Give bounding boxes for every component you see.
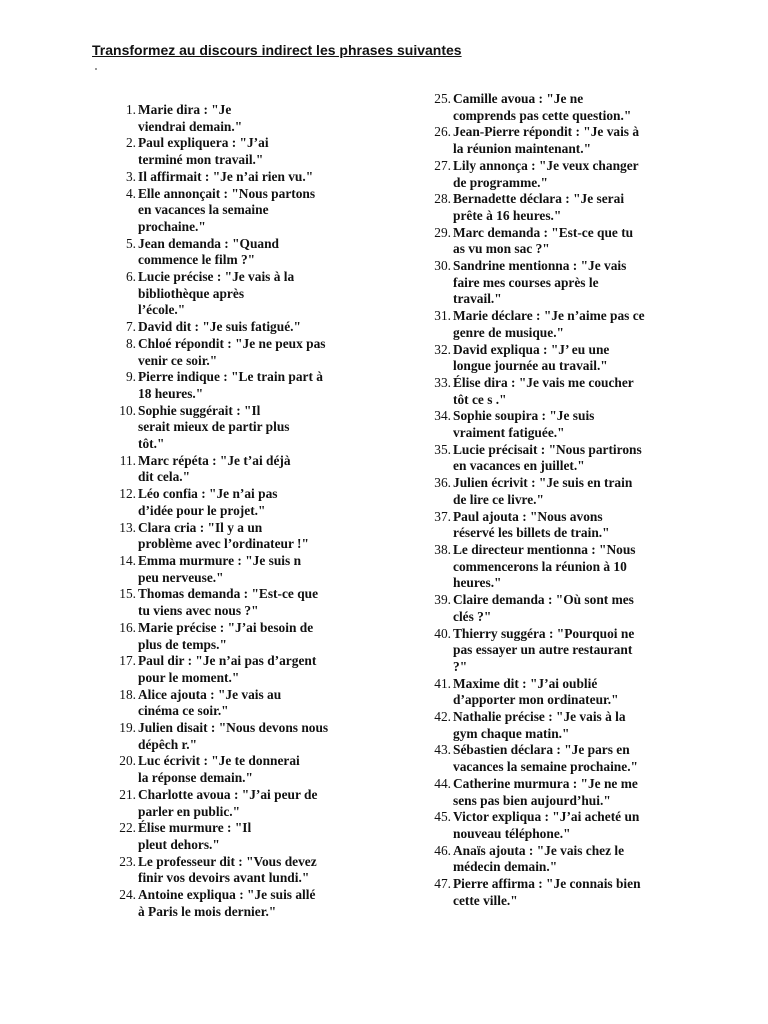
item-text: Marie déclare : "Je n’aime pas ce genre de musique." bbox=[453, 308, 645, 340]
item-text: Luc écrivit : "Je te donnerai la réponse demain." bbox=[138, 753, 300, 786]
item-text: Jean-Pierre répondit : "Je vais à la réunion maintenant." bbox=[453, 124, 640, 157]
item-number: 1. bbox=[125, 102, 136, 117]
item-text: Lucie précise : "Je vais à la bibliothèque après l’école." bbox=[138, 269, 295, 318]
exercise-item bbox=[119, 686, 370, 720]
exercise-item bbox=[434, 408, 685, 441]
item-number: 40. bbox=[434, 625, 451, 641]
item-number: 7. bbox=[125, 319, 136, 335]
item-number: 44. bbox=[434, 775, 451, 791]
item-number: 41. bbox=[434, 675, 451, 691]
item-number: 24. bbox=[119, 887, 136, 903]
exercise-item bbox=[434, 775, 685, 809]
item-number: 37. bbox=[434, 508, 451, 524]
exercise-item bbox=[434, 258, 685, 308]
item-text: Antoine expliqua : "Je suis allé à Paris le mois dernier." bbox=[138, 887, 316, 919]
item-text: Paul ajouta : "Nous avons réservé les billets de train." bbox=[453, 508, 610, 541]
exercise-item bbox=[434, 341, 685, 375]
exercise-item bbox=[119, 820, 370, 853]
exercise-item bbox=[434, 91, 685, 124]
item-text: Lucie précisait : "Nous partirons en vacances en juillet." bbox=[453, 441, 642, 474]
item-text: Victor expliqua : "J’ai acheté un nouveau téléphone." bbox=[453, 809, 640, 841]
item-number: 39. bbox=[434, 592, 451, 608]
item-text: Pierre affirma : "Je connais bien cette ville." bbox=[453, 876, 641, 908]
item-number: 3. bbox=[125, 168, 136, 184]
item-number: 11. bbox=[119, 452, 136, 468]
item-text: Elle annonçait : "Nous partons en vacances la semaine prochaine." bbox=[138, 185, 316, 234]
exercise-item bbox=[119, 653, 370, 686]
item-text: Le directeur mentionna : "Nous commencerons la réunion à 10 heures." bbox=[453, 541, 636, 591]
exercise-item bbox=[125, 135, 370, 168]
item-text: Emma murmure : "Je suis n peu nerveuse." bbox=[138, 552, 302, 585]
exercise-item bbox=[434, 842, 685, 876]
item-text: Thierry suggéra : "Pourquoi ne pas essayer un autre restaurant ?" bbox=[453, 625, 635, 674]
exercise-list-left bbox=[119, 102, 370, 920]
exercise-item bbox=[434, 191, 685, 224]
item-text: Paul dir : "Je n’ai pas d’argent pour le moment." bbox=[138, 653, 317, 685]
item-number: 38. bbox=[434, 541, 451, 557]
exercise-item bbox=[119, 887, 370, 920]
item-number: 29. bbox=[434, 224, 451, 240]
exercise-item bbox=[434, 508, 685, 542]
exercise-item bbox=[125, 102, 370, 135]
exercise-item bbox=[434, 475, 685, 508]
exercise-item bbox=[119, 552, 370, 586]
exercise-item bbox=[434, 625, 685, 676]
item-number: 46. bbox=[434, 842, 451, 858]
exercise-item bbox=[434, 224, 685, 258]
exercise-item bbox=[119, 753, 370, 786]
item-number: 47. bbox=[434, 876, 451, 892]
item-text: Sandrine mentionna : "Je vais faire mes courses après le travail." bbox=[453, 258, 627, 307]
exercise-item bbox=[434, 675, 685, 709]
item-text: David dit : "Je suis fatigué." bbox=[138, 319, 301, 335]
item-text: Léo confia : "Je n’ai pas d’idée pour le projet." bbox=[138, 486, 278, 518]
stray-dot bbox=[95, 68, 97, 70]
item-number: 30. bbox=[434, 258, 451, 274]
exercise-item bbox=[119, 786, 370, 820]
item-text: Sébastien déclara : "Je pars en vacances la semaine prochaine." bbox=[453, 742, 638, 775]
item-number: 10. bbox=[119, 402, 136, 418]
item-text: Camille avoua : "Je ne comprends pas cette question." bbox=[453, 91, 632, 123]
item-number: 36. bbox=[434, 475, 451, 491]
exercise-item bbox=[434, 441, 685, 475]
item-text: Maxime dit : "J’ai oublié d’apporter mon ordinateur." bbox=[453, 675, 619, 708]
item-number: 33. bbox=[434, 374, 451, 390]
item-text: Jean demanda : "Quand commence le film ?" bbox=[138, 235, 280, 268]
item-text: Thomas demanda : "Est-ce que tu viens avec nous ?" bbox=[138, 586, 319, 619]
item-text: Nathalie précise : "Je vais à la gym chaque matin." bbox=[453, 709, 626, 741]
item-text: Marc demanda : "Est-ce que tu as vu mon sac ?" bbox=[453, 224, 634, 257]
item-number: 19. bbox=[119, 720, 136, 736]
exercise-item bbox=[434, 709, 685, 742]
item-number: 31. bbox=[434, 308, 451, 324]
item-text: Paul expliquera : "J’ai terminé mon travail." bbox=[138, 135, 269, 168]
item-text: David expliqua : "J’ eu une longue journée au travail." bbox=[453, 341, 610, 374]
item-text: Il affirmait : "Je n’ai rien vu." bbox=[138, 168, 314, 184]
exercise-item bbox=[119, 402, 370, 453]
item-text: Claire demanda : "Où sont mes clés ?" bbox=[453, 592, 634, 624]
item-number: 34. bbox=[434, 408, 451, 424]
item-text: Clara cria : "Il y a un problème avec l’ordinateur !" bbox=[138, 519, 309, 552]
exercise-item bbox=[125, 319, 370, 336]
item-number: 23. bbox=[119, 853, 136, 869]
exercise-item bbox=[119, 452, 370, 486]
exercise-item bbox=[119, 586, 370, 619]
item-number: 14. bbox=[119, 552, 136, 568]
exercise-item bbox=[119, 619, 370, 653]
item-number: 43. bbox=[434, 742, 451, 758]
exercise-item bbox=[125, 185, 370, 236]
exercise-item bbox=[119, 720, 370, 753]
item-number: 20. bbox=[119, 753, 136, 769]
exercise-item bbox=[119, 519, 370, 553]
exercise-item bbox=[434, 157, 685, 191]
item-text: Marie précise : "J’ai besoin de plus de temps." bbox=[138, 619, 314, 652]
item-number: 35. bbox=[434, 441, 451, 457]
page-title: Transformez au discours indirect les phrases suivantes bbox=[92, 42, 462, 58]
exercise-item bbox=[434, 308, 685, 341]
item-number: 28. bbox=[434, 191, 451, 207]
item-text: Marc répéta : "Je t’ai déjà dit cela." bbox=[138, 452, 291, 485]
exercise-item bbox=[434, 742, 685, 775]
item-number: 42. bbox=[434, 709, 451, 725]
item-number: 32. bbox=[434, 341, 451, 357]
item-number: 16. bbox=[119, 619, 136, 635]
item-text: Pierre indique : "Le train part à 18 heures." bbox=[138, 369, 323, 401]
item-text: Élise murmure : "Il pleut dehors." bbox=[138, 820, 252, 852]
item-number: 25. bbox=[434, 91, 451, 106]
item-text: Marie dira : "Je viendrai demain." bbox=[138, 102, 243, 134]
item-text: Le professeur dit : "Vous devez finir vos devoirs avant lundi." bbox=[138, 853, 317, 886]
item-text: Sophie suggérait : "Il serait mieux de partir plus tôt." bbox=[138, 402, 290, 452]
item-text: Catherine murmura : "Je ne me sens pas bien aujourd’hui." bbox=[453, 775, 638, 808]
item-number: 45. bbox=[434, 809, 451, 825]
item-number: 18. bbox=[119, 686, 136, 702]
item-text: Chloé répondit : "Je ne peux pas venir ce soir." bbox=[138, 335, 326, 368]
item-number: 13. bbox=[119, 519, 136, 535]
item-text: Lily annonça : "Je veux changer de programme." bbox=[453, 157, 639, 190]
exercise-item bbox=[125, 369, 370, 402]
exercise-item bbox=[434, 876, 685, 909]
item-number: 27. bbox=[434, 157, 451, 173]
item-text: Charlotte avoua : "J’ai peur de parler en public." bbox=[138, 786, 318, 819]
item-number: 21. bbox=[119, 786, 136, 802]
exercise-item bbox=[434, 809, 685, 842]
exercise-item bbox=[434, 592, 685, 625]
exercise-item bbox=[125, 235, 370, 269]
exercise-item bbox=[125, 335, 370, 369]
exercise-list-right bbox=[434, 91, 685, 909]
item-number: 26. bbox=[434, 124, 451, 140]
item-number: 9. bbox=[125, 369, 136, 385]
item-text: Alice ajouta : "Je vais au cinéma ce soir." bbox=[138, 686, 282, 719]
item-text: Sophie soupira : "Je suis vraiment fatiguée." bbox=[453, 408, 595, 441]
exercise-item bbox=[125, 269, 370, 319]
item-number: 5. bbox=[125, 235, 136, 251]
exercise-item bbox=[434, 374, 685, 408]
exercise-item bbox=[125, 168, 370, 186]
item-number: 2. bbox=[125, 135, 136, 151]
item-number: 15. bbox=[119, 586, 136, 602]
item-text: Julien écrivit : "Je suis en train de lire ce livre." bbox=[453, 475, 633, 507]
item-number: 8. bbox=[125, 335, 136, 351]
exercise-item bbox=[434, 541, 685, 592]
item-text: Julien disait : "Nous devons nous dépêch r." bbox=[138, 720, 329, 752]
item-number: 12. bbox=[119, 486, 136, 502]
exercise-item bbox=[434, 124, 685, 157]
item-number: 17. bbox=[119, 653, 136, 669]
item-number: 6. bbox=[125, 269, 136, 285]
item-text: Bernadette déclara : "Je serai prête à 16 heures." bbox=[453, 191, 625, 223]
item-text: Élise dira : "Je vais me coucher tôt ce s ." bbox=[453, 374, 634, 407]
item-text: Anaïs ajouta : "Je vais chez le médecin demain." bbox=[453, 842, 625, 875]
item-number: 22. bbox=[119, 820, 136, 836]
item-number: 4. bbox=[125, 185, 136, 201]
exercise-item bbox=[119, 853, 370, 887]
exercise-item bbox=[119, 486, 370, 519]
